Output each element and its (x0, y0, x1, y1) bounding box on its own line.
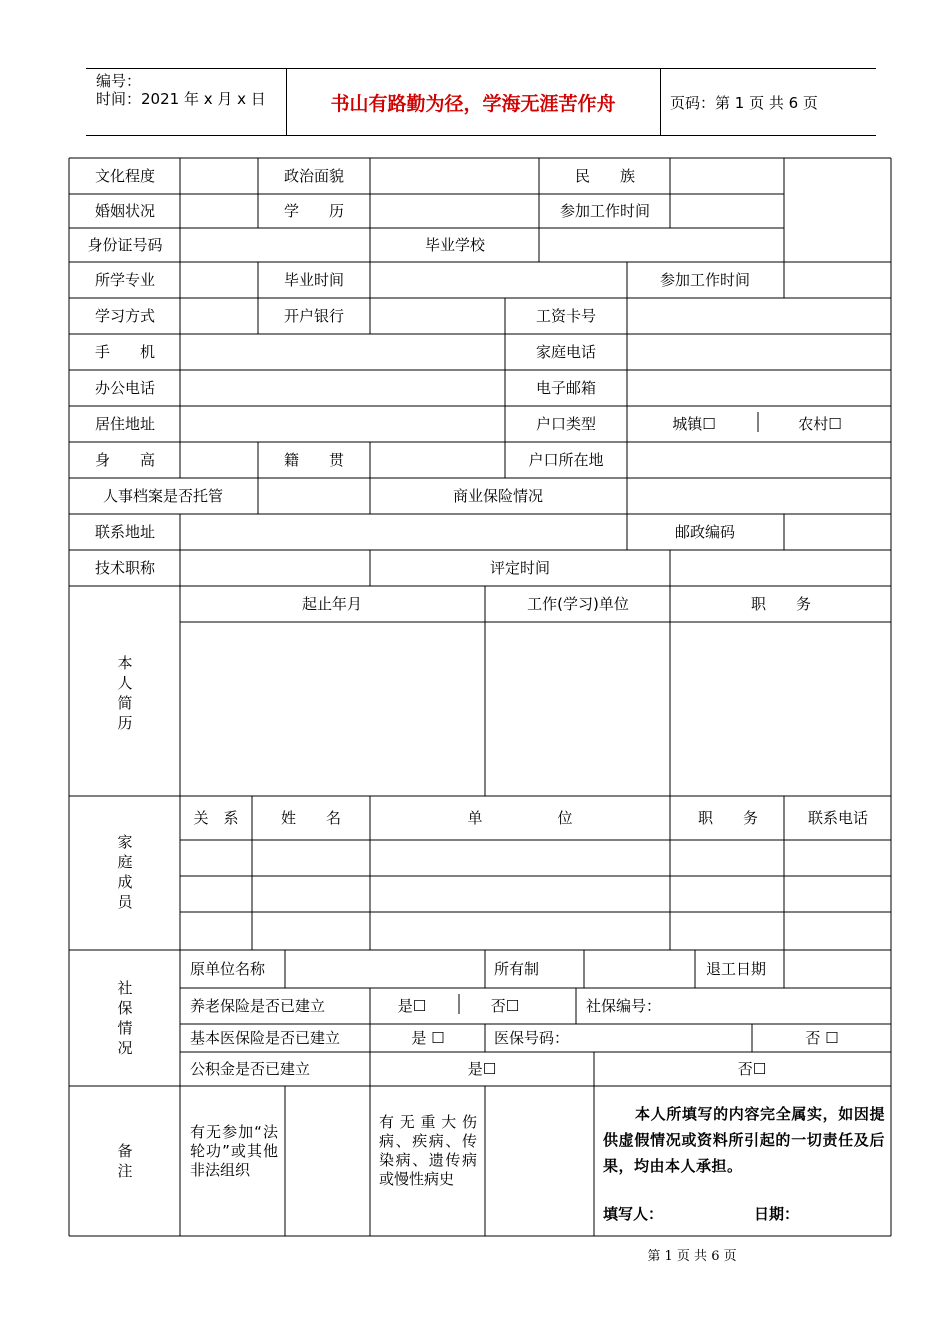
checkbox-pension-no[interactable]: 否☐ (490, 997, 520, 1015)
label-degree: 学 历 (283, 202, 345, 220)
section-label-family: 家 庭 成 员 (117, 833, 133, 911)
col-name: 姓 名 (280, 809, 342, 827)
label-id-number: 身份证号码 (87, 236, 163, 254)
checkbox-fund-no[interactable]: 否☐ (737, 1060, 767, 1078)
label-residence: 居住地址 (94, 415, 156, 433)
checkbox-medical-yes[interactable]: 是 ☐ (411, 1029, 445, 1047)
label-date: 日期： (754, 1205, 800, 1223)
label-filler: 填写人： (603, 1205, 664, 1223)
document-time-label: 时间：2021 年 x 月 x 日 (96, 90, 266, 108)
section-label-resume: 本 人 简 历 (117, 654, 133, 732)
label-political-status: 政治面貌 (283, 167, 345, 185)
label-mobile: 手 机 (94, 343, 156, 361)
label-study-mode: 学习方式 (94, 307, 156, 325)
label-salary-card: 工资卡号 (535, 307, 597, 325)
label-office-phone: 办公电话 (94, 379, 156, 397)
label-marital-status: 婚姻状况 (94, 202, 156, 220)
section-label-social: 社 保 情 况 (117, 979, 133, 1057)
label-social-number: 社保编号： (586, 997, 662, 1015)
label-postal-code: 邮政编码 (674, 523, 736, 541)
label-height: 身 高 (94, 451, 156, 469)
question-disease-history: 有无重大伤病、疾病、传染病、遗传病或慢性病史 (379, 1113, 477, 1188)
label-ethnicity: 民 族 (574, 167, 636, 185)
label-medical: 基本医保险是否已建立 (190, 1029, 341, 1047)
label-major: 所学专业 (94, 271, 156, 289)
label-commercial-insurance: 商业保险情况 (452, 487, 544, 505)
label-tech-title: 技术职称 (94, 559, 156, 577)
col-family-position: 职 务 (697, 809, 759, 827)
checkbox-medical-no[interactable]: 否 ☐ (805, 1029, 839, 1047)
checkbox-hukou-rural[interactable]: 农村☐ (798, 415, 842, 433)
label-native-place: 籍 贯 (283, 451, 345, 469)
label-hukou-type: 户口类型 (535, 415, 597, 433)
checkbox-fund-yes[interactable]: 是☐ (467, 1060, 497, 1078)
page-info: 页码：第 1 页 共 6 页 (670, 94, 818, 112)
label-work-start-time-2: 参加工作时间 (659, 271, 751, 289)
checkbox-hukou-urban[interactable]: 城镇☐ (672, 415, 716, 433)
page-footer: 第 1 页 共 6 页 (647, 1249, 737, 1264)
label-evaluation-time: 评定时间 (489, 559, 551, 577)
col-contact-phone: 联系电话 (807, 809, 869, 827)
label-retire-date: 退工日期 (706, 960, 767, 978)
label-graduation-time: 毕业时间 (283, 271, 345, 289)
label-medical-number: 医保号码： (494, 1029, 570, 1047)
label-pension: 养老保险是否已建立 (190, 997, 326, 1015)
col-unit: 单 位 (467, 809, 573, 827)
label-former-unit: 原单位名称 (190, 960, 266, 978)
label-graduate-school: 毕业学校 (424, 236, 486, 254)
label-email: 电子邮箱 (535, 379, 597, 397)
label-fund: 公积金是否已建立 (190, 1060, 311, 1078)
declaration-text: 本人所填写的内容完全属实，如因提供虚假情况或资料所引起的一切责任及后果，均由本人承担。 (603, 1105, 885, 1175)
label-bank: 开户银行 (283, 307, 345, 325)
section-label-remarks: 备 注 (117, 1142, 133, 1180)
document-number-label: 编号： (96, 72, 142, 90)
label-contact-address: 联系地址 (94, 523, 156, 541)
col-period: 起止年月 (301, 595, 363, 613)
checkbox-pension-yes[interactable]: 是☐ (397, 997, 427, 1015)
slogan: 书山有路勤为径，学海无涯苦作舟 (330, 93, 616, 115)
label-work-start-time: 参加工作时间 (559, 202, 651, 220)
label-education: 文化程度 (94, 167, 156, 185)
label-ownership: 所有制 (494, 960, 540, 978)
col-position: 职 务 (750, 595, 812, 613)
label-home-phone: 家庭电话 (535, 343, 597, 361)
col-work-unit: 工作(学习)单位 (527, 595, 629, 613)
label-hukou-location: 户口所在地 (528, 451, 604, 469)
label-file-custody: 人事档案是否托管 (102, 487, 224, 505)
question-illegal-organization: 有无参加“法轮功”或其他非法组织 (190, 1123, 278, 1179)
col-relation: 关 系 (193, 809, 239, 827)
